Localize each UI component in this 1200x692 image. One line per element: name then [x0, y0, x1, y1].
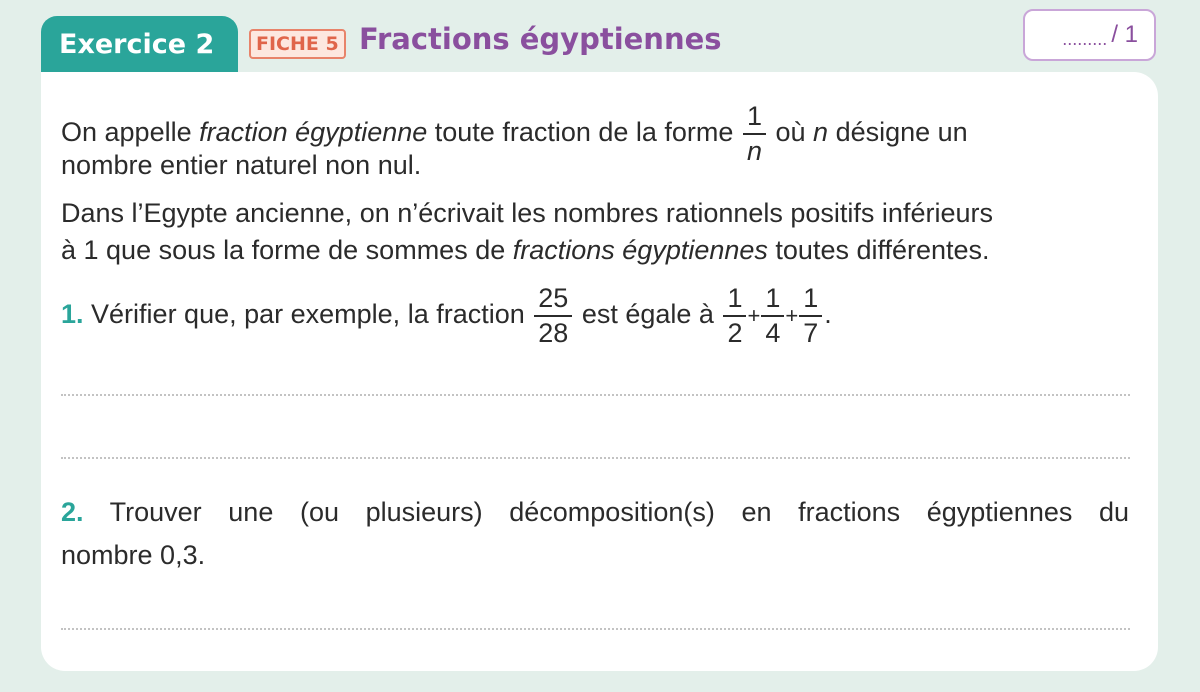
- fraction-denominator: 4: [761, 315, 784, 347]
- exercise-tab: [41, 16, 238, 72]
- question-number: 2.: [61, 497, 84, 527]
- fraction-25-over-28: [536, 285, 570, 347]
- question-1: [61, 285, 832, 347]
- question-2-line-2: nombre 0,3.: [61, 540, 206, 570]
- intro-text: à 1 que sous la forme de sommes de: [61, 235, 513, 265]
- fraction-denominator: 2: [723, 315, 746, 347]
- exercise-title: Fractions égyptiennes: [359, 22, 722, 56]
- fraction-one-over-n: [745, 103, 764, 165]
- score-dots: .........: [1062, 28, 1108, 49]
- answer-line[interactable]: [61, 394, 1130, 396]
- fraction-term: [725, 285, 744, 347]
- fiche-label: FICHE 5: [256, 33, 339, 55]
- intro-line-4: [61, 232, 990, 268]
- fraction-term: [801, 285, 820, 347]
- score-box[interactable]: [1023, 9, 1156, 61]
- question-text: est égale à: [581, 299, 714, 330]
- fraction-numerator: 1: [765, 283, 781, 313]
- intro-text: désigne un: [828, 117, 968, 148]
- question-text: Trouver une (ou plusieurs) décomposition(s) en fractions égyptiennes du: [83, 497, 1129, 527]
- fraction-denominator: 7: [799, 315, 822, 347]
- fraction-numerator: 1: [746, 101, 762, 131]
- question-number: 1.: [61, 299, 84, 330]
- fiche-badge[interactable]: [249, 29, 346, 59]
- question-2-line-1: [61, 494, 1129, 530]
- intro-text: où: [767, 117, 814, 148]
- intro-term: fraction égyptienne: [199, 117, 428, 148]
- intro-variable: n: [813, 117, 829, 148]
- exercise-label: Exercice 2: [59, 28, 215, 60]
- fraction-numerator: 1: [803, 283, 819, 313]
- plus-sign: +: [785, 303, 799, 328]
- intro-text: On appelle: [61, 117, 200, 148]
- plus-sign: +: [747, 303, 761, 328]
- fraction-term: [763, 285, 782, 347]
- period: .: [824, 299, 832, 330]
- intro-line-2: nombre entier naturel non nul.: [61, 150, 422, 180]
- intro-text: toutes différentes.: [767, 235, 990, 265]
- answer-line[interactable]: [61, 457, 1130, 459]
- fraction-denominator: [743, 133, 766, 165]
- intro-text: toute fraction de la forme: [427, 117, 734, 148]
- score-total: / 1: [1111, 21, 1138, 48]
- fraction-denominator: 28: [534, 315, 572, 347]
- intro-term: fractions égyptiennes: [512, 235, 768, 265]
- fraction-numerator: 1: [727, 283, 743, 313]
- fraction-numerator: 25: [538, 283, 569, 313]
- fraction-denominator-text: n: [746, 136, 762, 166]
- question-text: Vérifier que, par exemple, la fraction: [83, 299, 525, 330]
- answer-line[interactable]: [61, 628, 1130, 630]
- intro-line-3: Dans l’Egypte ancienne, on n’écrivait les nombres rationnels positifs inférieurs: [61, 198, 993, 228]
